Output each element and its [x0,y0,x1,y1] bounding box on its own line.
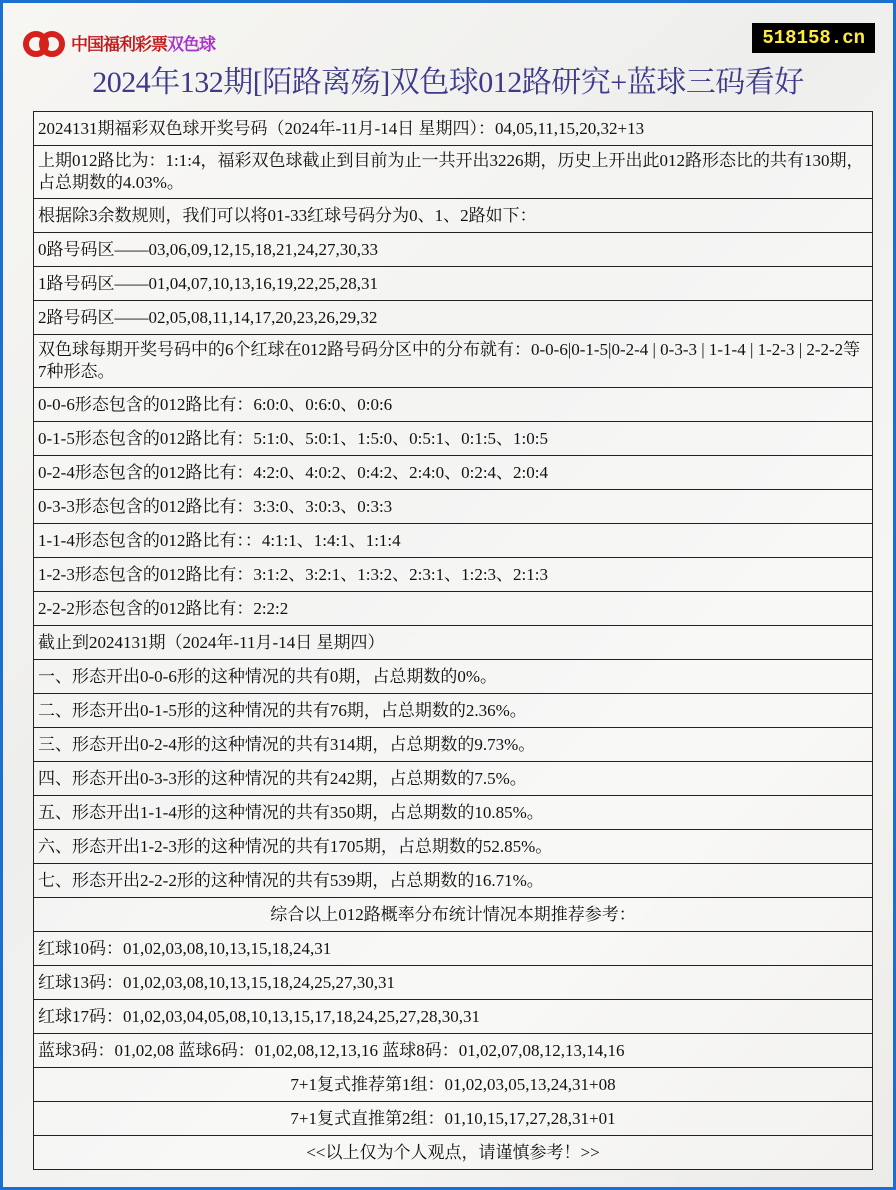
table-row [34,1000,873,1034]
table-cell: 五、形态开出1-1-4形的这种情况的共有350期，占总期数的10.85%。 [34,796,873,830]
table-cell: <<以上仅为个人观点，请谨慎参考！>> [34,1136,873,1170]
table-cell: 0-3-3形态包含的012路比有：3:3:0、3:0:3、0:3:3 [34,490,873,524]
table-row [34,1102,873,1136]
table-row [34,267,873,301]
table-cell: 蓝球3码：01,02,08 蓝球6码：01,02,08,12,13,16 蓝球8码：01,02,07,08,12,13,14,16 [34,1034,873,1068]
table-row [34,456,873,490]
table-row [34,1068,873,1102]
table-cell: 7+1复式直推第2组：01,10,15,17,27,28,31+01 [34,1102,873,1136]
table-row [34,301,873,335]
table-row [34,558,873,592]
table-cell: 0-2-4形态包含的012路比有：4:2:0、4:0:2、0:4:2、2:4:0、0:2:4、2:0:4 [34,456,873,490]
table-row [34,146,873,199]
table-cell: 7+1复式推荐第1组：01,02,03,05,13,24,31+08 [34,1068,873,1102]
table-row [34,694,873,728]
table-row [34,660,873,694]
table-row [34,898,873,932]
table-cell: 二、形态开出0-1-5形的这种情况的共有76期，占总期数的2.36%。 [34,694,873,728]
table-row [34,932,873,966]
page-title: 2024年132期[陌路离殇]双色球012路研究+蓝球三码看好 [92,66,804,99]
table-cell: 六、形态开出1-2-3形的这种情况的共有1705期，占总期数的52.85%。 [34,830,873,864]
cwl-logo-icon [23,25,67,59]
table-row [34,830,873,864]
table-row [34,490,873,524]
table-cell: 1-1-4形态包含的012路比有：：4:1:1、1:4:1、1:1:4 [34,524,873,558]
table-cell: 七、形态开出2-2-2形的这种情况的共有539期，占总期数的16.71%。 [34,864,873,898]
table-row [34,1136,873,1170]
table-cell: 红球17码：01,02,03,04,05,08,10,13,15,17,18,24,25,27,28,30,31 [34,1000,873,1034]
table-row [34,422,873,456]
table-cell: 0-1-5形态包含的012路比有：5:1:0、5:0:1、1:5:0、0:5:1、0:1:5、1:0:5 [34,422,873,456]
table-row [34,626,873,660]
logo-text-accent: 双色球 [167,34,215,55]
table-row [34,796,873,830]
logo-text [71,30,215,55]
table-cell: 上期012路比为：1:1:4，福彩双色球截止到目前为止一共开出3226期，历史上开出此012路形态比的共有130期，占总期数的4.03%。 [34,146,873,199]
table-row [34,728,873,762]
table-cell: 0路号码区——03,06,09,12,15,18,21,24,27,30,33 [34,233,873,267]
table-row [34,112,873,146]
table-cell: 2-2-2形态包含的012路比有：2:2:2 [34,592,873,626]
table-cell: 1-2-3形态包含的012路比有：3:1:2、3:2:1、1:3:2、2:3:1、1:2:3、2:1:3 [34,558,873,592]
table-cell: 四、形态开出0-3-3形的这种情况的共有242期，占总期数的7.5%。 [34,762,873,796]
table-cell: 2024131期福彩双色球开奖号码（2024年-11月-14日 星期四）：04,05,11,15,20,32+13 [34,112,873,146]
table-row [34,388,873,422]
site-badge[interactable]: 518158.cn [752,23,875,53]
table-cell: 综合以上012路概率分布统计情况本期推荐参考： [34,898,873,932]
table-cell: 1路号码区——01,04,07,10,13,16,19,22,25,28,31 [34,267,873,301]
table-row [34,762,873,796]
analysis-table [33,111,873,1170]
table-cell: 截止到2024131期（2024年-11月-14日 星期四） [34,626,873,660]
table-cell: 双色球每期开奖号码中的6个红球在012路号码分区中的分布就有：0-0-6|0-1-5|0-2-4 | 0-3-3 | 1-1-4 | 1-2-3 | 2-2-2等7种形态。 [34,335,873,388]
table-row [34,335,873,388]
table-cell: 根据除3余数规则，我们可以将01-33红球号码分为0、1、2路如下： [34,199,873,233]
table-row [34,233,873,267]
table-cell: 0-0-6形态包含的012路比有：6:0:0、0:6:0、0:0:6 [34,388,873,422]
table-cell: 三、形态开出0-2-4形的这种情况的共有314期，占总期数的9.73%。 [34,728,873,762]
table-row [34,199,873,233]
table-row [34,592,873,626]
table-row [34,524,873,558]
table-cell: 红球10码：01,02,03,08,10,13,15,18,24,31 [34,932,873,966]
table-row [34,864,873,898]
lottery-logo [23,25,215,59]
table-row [34,1034,873,1068]
table-row [34,966,873,1000]
table-cell: 一、形态开出0-0-6形的这种情况的共有0期，占总期数的0%。 [34,660,873,694]
table-cell: 2路号码区——02,05,08,11,14,17,20,23,26,29,32 [34,301,873,335]
table-cell: 红球13码：01,02,03,08,10,13,15,18,24,25,27,30,31 [34,966,873,1000]
logo-text-main: 中国福利彩票 [71,34,167,55]
